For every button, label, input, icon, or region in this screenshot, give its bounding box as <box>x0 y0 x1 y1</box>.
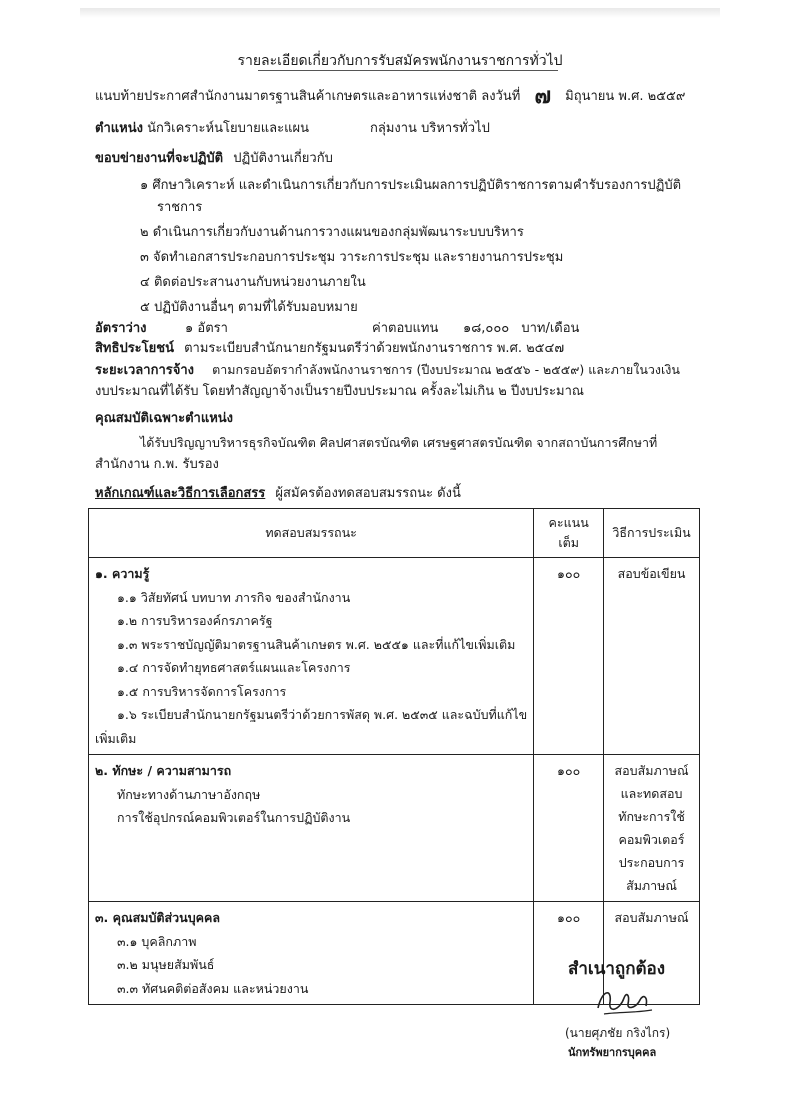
group-title: ๒. ทักษะ / ความสามารถ <box>95 763 232 778</box>
scope-item: ๕ ปฏิบัติงานอื่นๆ ตามที่ได้รับมอบหมาย <box>140 300 358 315</box>
list-item: ๑.๖ ระเบียบสำนักนายกรัฐมนตรีว่าด้วยการพัสดุ พ.ศ. ๒๕๓๕ และฉบับที่แก้ไข <box>117 707 528 722</box>
group-label: กลุ่มงาน <box>370 121 417 136</box>
list-item: ๑.๕ การบริหารจัดการโครงการ <box>117 683 287 699</box>
benefit-label: สิทธิประโยชน์ <box>95 341 174 356</box>
scope-intro: ปฏิบัติงานเกี่ยวกับ <box>233 151 333 166</box>
method-line: สัมภาษณ์ <box>626 878 678 893</box>
list-item: ทักษะทางด้านภาษาอังกฤษ <box>117 786 261 802</box>
term-label: ระยะเวลาการจ้าง <box>95 363 194 378</box>
list-item: ๑.๓ พระราชบัญญัติมาตรฐานสินค้าเกษตร พ.ศ. ๒๕๕๑ และที่แก้ไขเพิ่มเติม <box>117 636 516 652</box>
criteria-table <box>88 508 700 1005</box>
group-row <box>370 120 490 138</box>
score-value: ๑๐๐ <box>557 910 581 925</box>
method-line: ทักษะการใช้ <box>618 809 685 824</box>
scope-item: ๒ ดำเนินการเกี่ยวกับงานด้านการวางแผนของกลุ่มพัฒนาระบบบริหาร <box>140 225 524 240</box>
score-cell <box>534 558 604 755</box>
position-value: นักวิเคราะห์นโยบายและแผน <box>147 121 309 136</box>
list-item: ๓.๓ ทัศนคติต่อสังคม และหน่วยงาน <box>117 980 309 996</box>
header-day: ๗ <box>534 84 551 109</box>
list-item: ๓.๑ บุคลิกภาพ <box>117 933 197 949</box>
pay-label: ค่าตอบแทน <box>372 321 439 336</box>
score-cell <box>534 755 604 902</box>
table-row <box>89 558 700 755</box>
method-line: สอบสัมภาษณ์ <box>614 763 689 778</box>
header-method: วิธีการประเมิน <box>604 509 700 558</box>
selection-label: หลักเกณฑ์และวิธีการเลือกสรร <box>95 486 266 501</box>
qualification-label: คุณสมบัติเฉพาะตำแหน่ง <box>95 411 234 426</box>
table-row <box>89 755 700 902</box>
group-value: บริหารทั่วไป <box>421 121 490 136</box>
signature-mark <box>590 980 660 1020</box>
header-score: คะแนนเต็ม <box>534 509 604 558</box>
group-title: ๓. คุณสมบัติส่วนบุคคล <box>95 910 221 925</box>
pay-value <box>463 320 579 338</box>
pay-unit: บาท/เดือน <box>521 321 580 336</box>
qualification-line-1: ได้รับปริญญาบริหารธุรกิจบัณฑิต ศิลปศาสตรบัณฑิต เศรษฐศาสตรบัณฑิต จากสถาบันการศึกษาที่ <box>140 435 658 450</box>
scope-label: ขอบข่ายงานที่จะปฏิบัติ <box>95 151 224 166</box>
scope-item: ราชการ <box>157 200 203 215</box>
scope-row <box>95 150 333 168</box>
scope-item: ๓ จัดทำเอกสารประกอบการประชุม วาระการประชุม และรายงานการประชุม <box>140 250 564 265</box>
signer-role: นักทรัพยากรบุคคล <box>568 1046 657 1059</box>
group-cell-knowledge <box>89 558 534 755</box>
list-item: ๑.๒ การบริหารองค์กรภาครัฐ <box>117 613 273 628</box>
method-line: คอมพิวเตอร์ <box>618 832 685 847</box>
group-cell-personal <box>89 902 534 1005</box>
benefit-row <box>95 340 564 358</box>
list-item: ๑.๔ การจัดทำยุทธศาสตร์แผนและโครงการ <box>117 660 351 675</box>
term-row <box>95 361 680 380</box>
header-competency: ทดสอบสมรรถนะ <box>89 509 534 558</box>
method-value: สอบข้อเขียน <box>617 566 686 581</box>
method-cell <box>604 558 700 755</box>
term-line-2: งบประมาณที่ได้รับ โดยทำสัญญาจ้างเป็นรายปีงบประมาณ ครั้งละไม่เกิน ๒ ปีงบประมาณ <box>95 384 584 399</box>
vacancy-label: อัตราว่าง <box>95 321 147 336</box>
list-item: การใช้อุปกรณ์คอมพิวเตอร์ในการปฏิบัติงาน <box>117 810 351 825</box>
position-row <box>95 120 309 138</box>
group-title: ๑. ความรู้ <box>95 566 150 581</box>
method-line: และทดสอบ <box>620 786 683 801</box>
table-header-row <box>89 509 700 558</box>
selection-intro: ผู้สมัครต้องทดสอบสมรรถนะ ดังนี้ <box>275 486 461 501</box>
scope-item: ๑ ศึกษาวิเคราะห์ และดำเนินการเกี่ยวกับการประเมินผลการปฏิบัติราชการตามคำรับรองการปฏิบัติ <box>140 178 682 193</box>
method-line: ประกอบการ <box>618 855 685 870</box>
group-cell-skills <box>89 755 534 902</box>
method-cell <box>604 755 700 902</box>
signer-name: (นายศุภชัย กริงไกร) <box>565 1026 671 1040</box>
pay-amount: ๑๘,๐๐๐ <box>463 321 510 336</box>
score-value: ๑๐๐ <box>557 763 581 778</box>
header-line-2-prefix: แนบท้ายประกาศสำนักงานมาตรฐานสินค้าเกษตรและอาหารแห่งชาติ ลงวันที่ <box>95 89 521 104</box>
list-item: ๓.๒ มนุษยสัมพันธ์ <box>117 957 215 972</box>
selection-row <box>95 485 461 503</box>
method-value: สอบสัมภาษณ์ <box>614 910 689 925</box>
benefit-value: ตามระเบียบสำนักนายกรัฐมนตรีว่าด้วยพนักงานราชการ พ.ศ. ๒๕๔๗ <box>184 341 565 356</box>
term-line-1: ตามกรอบอัตรากำลังพนักงานราชการ (ปีงบประมาณ ๒๕๕๖ - ๒๕๕๙) และภายในวงเงิน <box>212 362 680 377</box>
header-line-2 <box>95 78 685 113</box>
certified-copy-title: สำเนาถูกต้อง <box>568 959 666 979</box>
header-line-2-suffix: มิถุนายน พ.ศ. ๒๕๕๙ <box>565 89 686 104</box>
scan-shadow <box>80 8 720 18</box>
qualification-line-2: สำนักงาน ก.พ. รับรอง <box>95 457 219 472</box>
score-value: ๑๐๐ <box>557 566 581 581</box>
position-label: ตำแหน่ง <box>95 121 143 136</box>
scope-item: ๔ ติดต่อประสานงานกับหน่วยงานภายใน <box>140 275 366 290</box>
vacancy-value: ๑ อัตรา <box>185 321 228 336</box>
header-underline <box>258 70 558 71</box>
list-item: เพิ่มเติม <box>95 730 137 746</box>
header-line-1: รายละเอียดเกี่ยวกับการรับสมัครพนักงานราชการทั่วไป <box>237 53 563 69</box>
list-item: ๑.๑ วิสัยทัศน์ บทบาท ภารกิจ ของสำนักงาน <box>117 589 351 605</box>
